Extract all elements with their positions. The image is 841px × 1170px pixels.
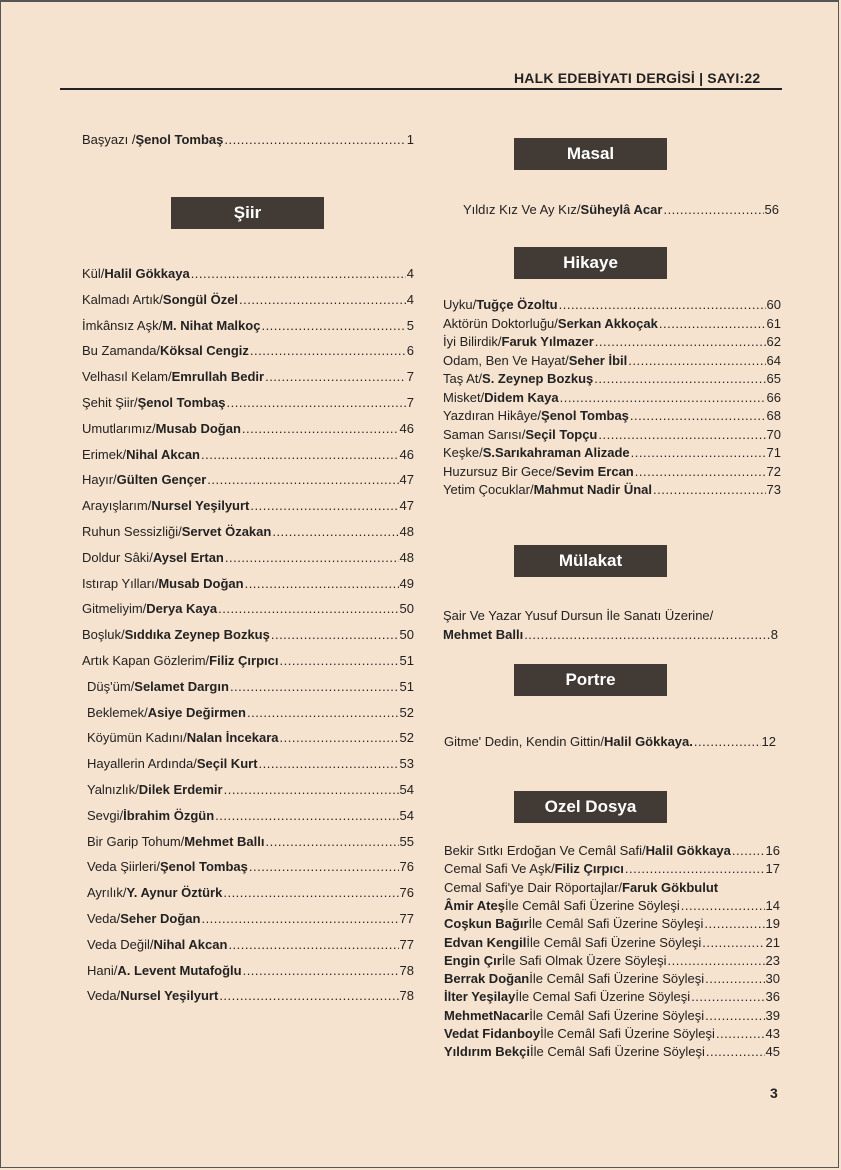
entry-title: Sevgi/ xyxy=(87,807,124,823)
entry-page: 61 xyxy=(766,315,781,331)
entry-title: Ruhun Sessizliği/ xyxy=(82,524,182,539)
toc-entry[interactable] xyxy=(87,782,414,797)
leader-dots xyxy=(225,550,399,565)
entry-author: S. Zeynep Bozkuş xyxy=(482,371,594,386)
entry-author: Didem Kaya xyxy=(484,389,559,405)
leader-dots xyxy=(261,318,405,333)
entry-title-suffix: İle Cemâl Safi Üzerine Söyleşi xyxy=(529,1044,705,1060)
leader-dots xyxy=(732,843,765,858)
entry-page: 16 xyxy=(765,843,780,858)
entry-title: Gitmeliyim/ xyxy=(82,601,147,617)
entry-author: Dilek Erdemir xyxy=(138,782,223,797)
toc-entry[interactable] xyxy=(82,369,414,384)
entry-title: Aktörün Doktorluğu/ xyxy=(443,315,558,331)
leader-dots xyxy=(625,861,765,876)
entry-title: Erimek/ xyxy=(82,446,127,462)
leader-dots xyxy=(694,734,761,749)
section-header-siir: Şiir xyxy=(171,197,324,229)
entry-page: 72 xyxy=(766,463,781,479)
entry-title: Boşluk/ xyxy=(82,627,125,643)
entry-page: 30 xyxy=(765,971,780,987)
leader-dots xyxy=(242,421,399,436)
entry-page: 6 xyxy=(406,343,414,359)
page-number: 3 xyxy=(770,1085,778,1101)
entry-author: Serkan Akkoçak xyxy=(557,315,658,331)
entry-page: 78 xyxy=(399,962,414,978)
entry-author: Songül Özel xyxy=(162,291,239,307)
entry-page: 50 xyxy=(399,627,414,643)
entry-author: Berrak Doğan xyxy=(444,971,530,987)
entry-author: Selamet Dargın xyxy=(134,678,229,694)
toc-entry[interactable] xyxy=(444,916,780,931)
entry-title: Artık Kapan Gözlerim/ xyxy=(82,653,210,668)
entry-page: 8 xyxy=(770,627,778,642)
entry-author: Edvan Kengil xyxy=(444,934,527,950)
leader-dots xyxy=(201,447,399,462)
entry-page: 4 xyxy=(406,291,414,307)
toc-entry[interactable] xyxy=(444,953,780,968)
toc-entry[interactable] xyxy=(443,334,781,349)
entry-author: Nursel Yeşilyurt xyxy=(151,498,250,514)
toc-entry[interactable] xyxy=(82,421,414,436)
entry-page: 21 xyxy=(765,934,780,950)
leader-dots xyxy=(559,297,766,312)
entry-author: Mahmut Nadir Ünal xyxy=(533,482,653,497)
entry-title: Arayışlarım/ xyxy=(82,498,152,514)
leader-dots xyxy=(249,859,399,874)
leader-dots xyxy=(560,390,766,405)
leader-dots xyxy=(659,316,766,331)
toc-entry[interactable] xyxy=(443,353,781,368)
entry-author: Musab Doğan xyxy=(155,420,241,436)
toc-entry[interactable] xyxy=(82,498,414,513)
toc-entry[interactable] xyxy=(444,861,780,876)
section-header-hikaye: Hikaye xyxy=(514,247,667,279)
entry-author: Âmir Ateş xyxy=(444,897,505,913)
toc-entry-mulakat[interactable] xyxy=(443,627,778,642)
entry-page: 54 xyxy=(399,807,414,823)
leader-dots xyxy=(280,653,399,668)
entry-title: Şehit Şiir/ xyxy=(82,395,138,410)
toc-entry[interactable] xyxy=(87,730,414,745)
entry-author: Engin Çır xyxy=(444,952,502,968)
leader-dots xyxy=(663,202,763,217)
leader-dots xyxy=(280,730,399,745)
entry-title: Taş At/ xyxy=(443,371,483,386)
entry-title: Veda/ xyxy=(87,911,121,926)
entry-page: 52 xyxy=(399,730,414,746)
header-rule xyxy=(60,88,782,90)
toc-entry[interactable] xyxy=(82,447,414,462)
entry-page: 43 xyxy=(765,1026,780,1041)
leader-dots xyxy=(705,971,764,986)
entry-title: Şair Ve Yazar Yusuf Dursun İle Sanatı Üzerine/ xyxy=(443,608,714,623)
entry-page: 68 xyxy=(766,408,781,423)
toc-entry[interactable] xyxy=(87,885,414,900)
toc-entry[interactable] xyxy=(443,464,781,479)
leader-dots xyxy=(705,1008,764,1023)
toc-entry[interactable] xyxy=(444,880,780,895)
entry-page: 7 xyxy=(406,369,414,385)
toc-entry[interactable] xyxy=(82,627,414,642)
entry-page: 4 xyxy=(406,266,414,281)
entry-title: İmkânsız Aşk/ xyxy=(82,317,163,333)
entry-author: Mehmet Ballı xyxy=(184,833,265,849)
entry-page: 48 xyxy=(399,524,414,539)
toc-entry[interactable] xyxy=(82,292,414,307)
leader-dots xyxy=(635,464,766,479)
entry-author: S.Sarıkahraman Alizade xyxy=(482,445,630,460)
leader-dots xyxy=(706,1044,765,1059)
leader-dots xyxy=(227,395,406,410)
entry-page: 77 xyxy=(399,936,414,952)
entry-author: Filiz Çırpıcı xyxy=(554,861,624,877)
entry-page: 23 xyxy=(765,952,780,968)
entry-title: Kül/ xyxy=(82,266,105,281)
entry-author: Aysel Ertan xyxy=(152,549,224,565)
entry-author: Faruk Gökbulut xyxy=(622,879,719,895)
toc-entry[interactable] xyxy=(87,937,414,952)
leader-dots xyxy=(595,334,766,349)
entry-title-suffix: İle Cemâl Safi Üzerine Söyleşi xyxy=(528,916,704,932)
leader-dots xyxy=(230,679,399,694)
leader-dots xyxy=(219,988,398,1003)
entry-title: Cemal Safi Ve Aşk/ xyxy=(444,861,555,877)
toc-entry[interactable] xyxy=(443,408,781,423)
leader-dots xyxy=(628,353,765,368)
entry-title: Köyümün Kadını/ xyxy=(87,730,187,746)
entry-author: Nihal Akcan xyxy=(126,446,200,462)
entry-title: İyi Bilirdik/ xyxy=(443,334,502,349)
toc-entry[interactable] xyxy=(82,395,414,410)
entry-title-suffix: İle Cemâl Safi Üzerine Söyleşi xyxy=(529,1007,705,1023)
entry-author: MehmetNacar xyxy=(444,1007,530,1023)
entry-page: 49 xyxy=(399,575,414,591)
toc-entry[interactable] xyxy=(443,297,781,312)
entry-author: Gülten Gençer xyxy=(116,472,207,488)
toc-entry[interactable] xyxy=(444,989,780,1004)
entry-author: Seher Doğan xyxy=(120,911,201,926)
entry-author: Musab Doğan xyxy=(158,575,244,591)
entry-title: Cemal Safi'ye Dair Röportajlar/ xyxy=(444,879,623,895)
entry-title-suffix: İle Cemâl Safi Üzerine Söyleşi xyxy=(540,1026,715,1041)
toc-entry[interactable] xyxy=(82,343,414,358)
toc-entry[interactable] xyxy=(87,705,414,720)
entry-author: Şenol Tombaş xyxy=(135,132,224,147)
entry-page: 52 xyxy=(399,704,414,720)
toc-entry[interactable] xyxy=(87,963,414,978)
entry-page: 12 xyxy=(761,734,776,749)
leader-dots xyxy=(259,756,399,771)
entry-title: Kalmadı Artık/ xyxy=(82,291,163,307)
entry-title: Veda/ xyxy=(87,988,121,1004)
leader-dots xyxy=(243,963,399,978)
entry-page: 64 xyxy=(766,352,781,368)
entry-title: Huzursuz Bir Gece/ xyxy=(443,463,556,479)
leader-dots xyxy=(218,601,398,616)
entry-author: Y. Aynur Öztürk xyxy=(126,885,223,901)
entry-author: Tuğçe Özoltu xyxy=(476,297,558,312)
entry-page: 17 xyxy=(765,861,780,877)
entry-author: Vedat Fidanboy xyxy=(444,1026,541,1041)
leader-dots xyxy=(716,1026,765,1041)
toc-entry[interactable] xyxy=(443,482,781,497)
entry-page: 56 xyxy=(764,202,779,217)
entry-author: Halil Gökkaya xyxy=(645,843,731,858)
toc-entry[interactable] xyxy=(443,445,781,460)
leader-dots xyxy=(702,935,764,950)
entry-page: 73 xyxy=(766,482,781,497)
entry-title: Hani/ xyxy=(87,962,118,978)
entry-author: Halil Gökkaya xyxy=(104,266,190,281)
toc-entry[interactable] xyxy=(87,859,414,874)
leader-dots xyxy=(704,916,764,931)
entry-title: Gitme' Dedin, Kendin Gittin/ xyxy=(444,734,604,749)
entry-page: 78 xyxy=(399,988,414,1004)
leader-dots xyxy=(668,953,765,968)
entry-author: Coşkun Bağır xyxy=(444,916,529,932)
entry-page: 66 xyxy=(766,389,781,405)
entry-page: 77 xyxy=(399,911,414,926)
leader-dots xyxy=(631,445,766,460)
leader-dots xyxy=(250,343,406,358)
entry-title: Saman Sarısı/ xyxy=(443,426,526,442)
leader-dots xyxy=(271,627,399,642)
leader-dots xyxy=(247,705,399,720)
section-header-portre: Portre xyxy=(514,664,667,696)
entry-author: Süheylâ Acar xyxy=(580,202,663,217)
entry-author: Halil Gökkaya. xyxy=(604,734,693,749)
entry-title: Uyku/ xyxy=(443,297,477,312)
entry-title: Bu Zamanda/ xyxy=(82,343,161,359)
leader-dots xyxy=(524,627,770,642)
entry-page: 55 xyxy=(399,833,414,849)
entry-author: Yıldırım Bekçi xyxy=(444,1044,530,1060)
entry-author: Şenol Tombaş xyxy=(159,859,248,875)
entry-page: 51 xyxy=(399,653,414,668)
entry-title: Yalnızlık/ xyxy=(87,782,139,797)
leader-dots xyxy=(223,885,398,900)
entry-page: 47 xyxy=(399,498,414,514)
entry-author: A. Levent Mutafoğlu xyxy=(117,962,242,978)
toc-entry[interactable] xyxy=(444,1044,780,1059)
entry-author: Şenol Tombaş xyxy=(137,395,226,410)
toc-entry[interactable] xyxy=(444,734,776,749)
entry-page: 53 xyxy=(399,756,414,772)
leader-dots xyxy=(681,898,765,913)
entry-title-suffix: İle Cemâl Safi Üzerine Söyleşi xyxy=(504,897,680,913)
entry-author: Köksal Cengiz xyxy=(160,343,249,359)
leader-dots xyxy=(653,482,766,497)
leader-dots xyxy=(224,782,399,797)
leader-dots xyxy=(224,132,405,147)
entry-author: Seçil Kurt xyxy=(196,756,258,772)
entry-page: 45 xyxy=(765,1044,780,1060)
entry-author: Derya Kaya xyxy=(146,601,218,617)
leader-dots xyxy=(265,369,406,384)
entry-title: Umutlarımız/ xyxy=(82,420,156,436)
entry-title: Hayır/ xyxy=(82,472,117,488)
entry-title: Veda Şiirleri/ xyxy=(87,859,160,875)
leader-dots xyxy=(191,266,406,281)
entry-author: Nihal Akcan xyxy=(153,936,228,952)
entry-author: Filiz Çırpıcı xyxy=(209,653,279,668)
entry-title: Yazdıran Hikâye/ xyxy=(443,408,542,423)
entry-title: Keşke/ xyxy=(443,445,483,460)
toc-entry[interactable] xyxy=(87,756,414,771)
entry-author: İbrahim Özgün xyxy=(123,807,215,823)
entry-author: Sevim Ercan xyxy=(555,463,634,479)
toc-entry[interactable] xyxy=(87,808,414,823)
toc-entry[interactable] xyxy=(82,601,414,616)
leader-dots xyxy=(594,371,765,386)
entry-title: Başyazı / xyxy=(82,132,136,147)
toc-entry[interactable] xyxy=(82,550,414,565)
entry-title: Istırap Yılları/ xyxy=(82,575,159,591)
entry-page: 19 xyxy=(765,916,780,932)
toc-entry[interactable] xyxy=(444,971,780,986)
toc-entry[interactable] xyxy=(87,988,414,1003)
entry-page: 46 xyxy=(399,420,414,436)
entry-page: 65 xyxy=(766,371,781,386)
entry-page: 51 xyxy=(399,678,414,694)
entry-title-suffix: İle Safi Olmak Üzere Söyleşi xyxy=(501,952,667,968)
entry-page: 46 xyxy=(399,446,414,462)
leader-dots xyxy=(630,408,766,423)
toc-entry[interactable] xyxy=(444,843,780,858)
entry-author: İlter Yeşilay xyxy=(444,989,516,1005)
entry-page: 39 xyxy=(765,1007,780,1023)
entry-title: Beklemek/ xyxy=(87,704,148,720)
entry-title-suffix: İle Cemal Safi Üzerine Söyleşi xyxy=(515,989,691,1005)
entry-page: 62 xyxy=(766,334,781,349)
entry-title: Hayallerin Ardında/ xyxy=(87,756,197,772)
toc-entry[interactable] xyxy=(444,935,780,950)
entry-page: 54 xyxy=(399,782,414,797)
toc-entry[interactable] xyxy=(82,576,414,591)
toc-entry[interactable] xyxy=(82,318,414,333)
entry-page: 50 xyxy=(399,601,414,617)
entry-page: 76 xyxy=(399,859,414,875)
toc-entry[interactable] xyxy=(443,316,781,331)
leader-dots xyxy=(207,472,398,487)
leader-dots xyxy=(215,808,398,823)
entry-author: Asiye Değirmen xyxy=(147,704,246,720)
entry-title: Bir Garip Tohum/ xyxy=(87,833,185,849)
leader-dots xyxy=(598,427,765,442)
entry-title: Veda Değil/ xyxy=(87,936,154,952)
entry-title: Velhasıl Kelam/ xyxy=(82,369,172,385)
toc-entry[interactable] xyxy=(444,1026,780,1041)
toc-entry[interactable] xyxy=(87,834,414,849)
entry-author: Seher İbil xyxy=(568,352,628,368)
toc-entry[interactable] xyxy=(444,1008,780,1023)
entry-title: Düş'üm/ xyxy=(87,678,135,694)
entry-title-suffix: İle Cemâl Safi Üzerine Söyleşi xyxy=(526,934,702,950)
entry-page: 7 xyxy=(406,395,414,410)
entry-page: 36 xyxy=(765,989,780,1005)
toc-entry[interactable] xyxy=(87,679,414,694)
entry-page: 48 xyxy=(399,549,414,565)
leader-dots xyxy=(239,292,406,307)
entry-page: 60 xyxy=(766,297,781,312)
entry-author: Sıddıka Zeynep Bozkuş xyxy=(124,627,270,643)
leader-dots xyxy=(201,911,398,926)
left-edge-line xyxy=(0,665,1,1165)
entry-title: Odam, Ben Ve Hayat/ xyxy=(443,352,569,368)
toc-entry[interactable] xyxy=(87,911,414,926)
entry-title: Yetim Çocuklar/ xyxy=(443,482,534,497)
entry-author: Nalan İncekara xyxy=(186,730,279,746)
toc-entry[interactable] xyxy=(444,898,780,913)
entry-page: 1 xyxy=(406,132,414,147)
mulakat-line1 xyxy=(443,608,783,623)
entry-page: 5 xyxy=(406,317,414,333)
entry-title: Doldur Sâki/ xyxy=(82,549,153,565)
entry-title: Yıldız Kız Ve Ay Kız/ xyxy=(463,202,581,217)
leader-dots xyxy=(691,989,764,1004)
entry-author: Faruk Yılmazer xyxy=(501,334,594,349)
entry-page: 70 xyxy=(766,426,781,442)
magazine-header: HALK EDEBİYATI DERGİSİ | SAYI:22 xyxy=(514,70,761,86)
leader-dots xyxy=(250,498,398,513)
section-header-masal: Masal xyxy=(514,138,667,170)
entry-page: 47 xyxy=(399,472,414,488)
toc-entry-editorial[interactable] xyxy=(82,132,414,147)
leader-dots xyxy=(265,834,398,849)
entry-page: 76 xyxy=(399,885,414,901)
toc-entry[interactable] xyxy=(82,266,414,281)
entry-author: M. Nihat Malkoç xyxy=(162,317,261,333)
entry-author: Mehmet Ballı xyxy=(443,627,524,642)
toc-entry[interactable] xyxy=(82,472,414,487)
entry-author: Nursel Yeşilyurt xyxy=(120,988,219,1004)
toc-entry[interactable] xyxy=(463,202,779,217)
entry-title: Bekir Sıtkı Erdoğan Ve Cemâl Safi/ xyxy=(444,843,646,858)
entry-title: Ayrılık/ xyxy=(87,885,127,901)
section-header-mulakat: Mülakat xyxy=(514,545,667,577)
entry-author: Servet Özakan xyxy=(181,524,272,539)
toc-entry[interactable] xyxy=(443,371,781,386)
entry-author: Emrullah Bedir xyxy=(171,369,265,385)
entry-title: Misket/ xyxy=(443,389,485,405)
entry-author: Şenol Tombaş xyxy=(541,408,629,423)
entry-page: 71 xyxy=(766,445,781,460)
toc-entry[interactable] xyxy=(443,427,781,442)
toc-entry[interactable] xyxy=(443,390,781,405)
toc-entry[interactable] xyxy=(82,524,414,539)
entry-author: Seçil Topçu xyxy=(525,426,598,442)
leader-dots xyxy=(272,524,398,539)
entry-title-suffix: İle Cemâl Safi Üzerine Söyleşi xyxy=(529,971,705,987)
entry-page: 14 xyxy=(765,897,780,913)
leader-dots xyxy=(245,576,399,591)
leader-dots xyxy=(228,937,398,952)
toc-entry[interactable] xyxy=(82,653,414,668)
section-header-ozel-dosya: Ozel Dosya xyxy=(514,791,667,823)
